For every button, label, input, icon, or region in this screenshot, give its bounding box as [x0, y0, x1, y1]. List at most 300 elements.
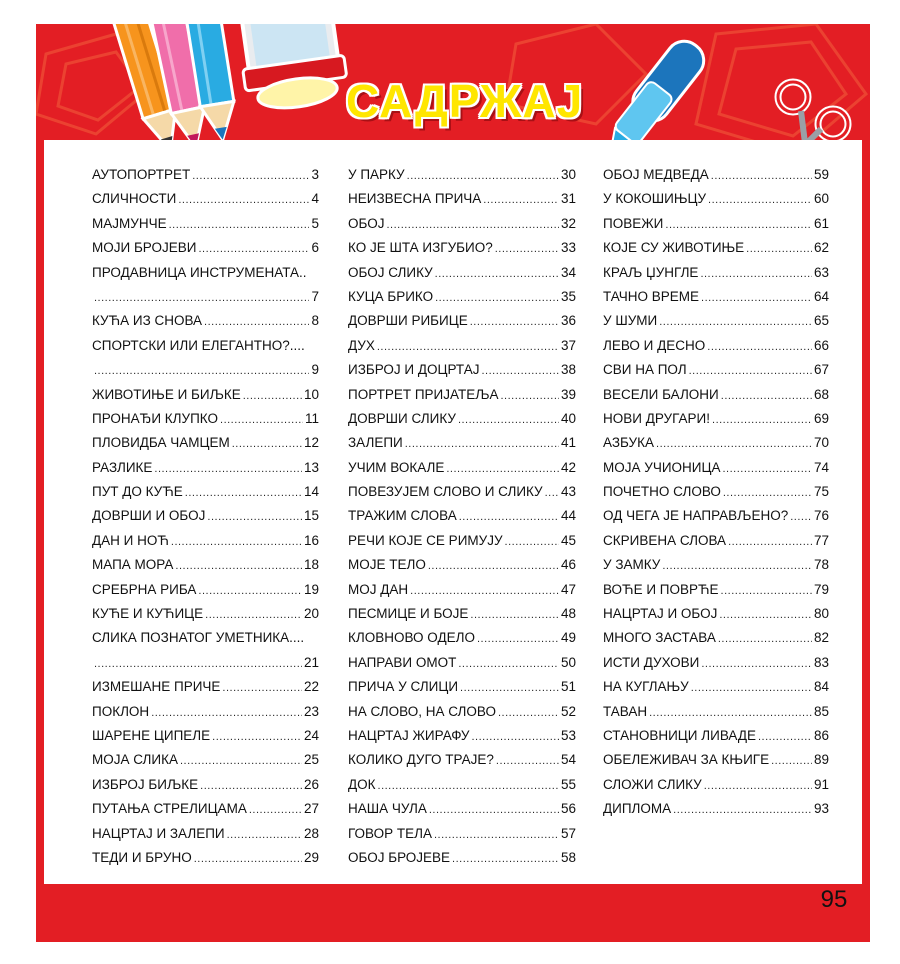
toc-leader-dots: [154, 456, 302, 481]
toc-leader-dots: [470, 602, 559, 627]
toc-entry: [348, 724, 576, 748]
toc-entry: [92, 700, 319, 724]
toc-leader-dots: [94, 285, 309, 310]
toc-entry: [603, 626, 829, 650]
toc-entry: [348, 651, 576, 675]
toc-column-1: [92, 163, 319, 870]
toc-leader-dots: [185, 480, 302, 505]
toc-entry-page: 82: [813, 630, 829, 646]
toc-entry-page: 20: [303, 606, 319, 622]
toc-entry-page: 26: [303, 776, 319, 792]
toc-entry: [348, 675, 576, 699]
toc-leader-dots: [386, 212, 559, 237]
toc-entry-page: 65: [813, 313, 829, 329]
toc-entry: [603, 334, 829, 358]
toc-entry-title: НА СЛОВО, НА СЛОВО: [348, 703, 496, 719]
toc-leader-dots: [180, 748, 302, 773]
toc-leader-dots: [728, 529, 812, 554]
toc-entry-title: СЛИЧНОСТИ: [92, 191, 177, 207]
toc-leader-dots: [435, 285, 559, 310]
toc-entry-page: 12: [303, 435, 319, 451]
toc-entry: [92, 261, 319, 285]
toc-entry-title: ПРОНАЂИ КЛУПКО: [92, 410, 219, 426]
toc-entry-title: ПОВЕЖИ: [603, 215, 664, 231]
toc-leader-dots: [501, 383, 559, 408]
toc-entry-page: 19: [303, 581, 319, 597]
toc-entry: [92, 626, 319, 650]
toc-entry-page: 40: [560, 410, 576, 426]
toc-entry: [603, 431, 829, 455]
toc-leader-dots: [472, 724, 559, 749]
toc-entry: [348, 748, 576, 772]
toc-entry-page: 78: [813, 557, 829, 573]
toc-entry-title: ОБОЈ СЛИКУ: [348, 264, 433, 280]
toc-entry-title: ЗАЛЕПИ: [348, 435, 403, 451]
toc-entry-title: ПОЧЕТНО СЛОВО: [603, 484, 721, 500]
toc-leader-dots: [498, 700, 559, 725]
toc-entry-page: 29: [303, 849, 319, 865]
toc-entry-title: МОЈЕ ТЕЛО: [348, 557, 426, 573]
toc-entry: [603, 285, 829, 309]
toc-leader-dots: [94, 358, 309, 383]
toc-leader-dots: [207, 504, 302, 529]
toc-entry-page: 31: [560, 191, 576, 207]
toc-entry-page: 35: [560, 288, 576, 304]
toc-entry-title: КО ЈЕ ШТА ИЗГУБИО?: [348, 240, 493, 256]
toc-entry-title: ПЕСМИЦЕ И БОЈЕ: [348, 606, 469, 622]
toc-leader-dots: [689, 358, 812, 383]
toc-entry-title: КОЈЕ СУ ЖИВОТИЊЕ: [603, 240, 745, 256]
toc-leader-dots: [496, 748, 559, 773]
toc-entry-title: ЖИВОТИЊЕ И БИЉКЕ: [92, 386, 241, 402]
toc-entry: [348, 480, 576, 504]
toc-entry-page: 36: [560, 313, 576, 329]
toc-entry-page: 67: [813, 362, 829, 378]
toc-entry: [603, 797, 829, 821]
toc-leader-dots: [721, 578, 812, 603]
toc-entry: [348, 212, 576, 236]
toc-entry: [92, 846, 319, 870]
toc-entry: [92, 309, 319, 333]
toc-entry-page: 7: [311, 288, 319, 304]
toc-leader-dots: [198, 578, 302, 603]
toc-entry-page: 85: [813, 703, 829, 719]
toc-entry-title: УЧИМ ВОКАЛЕ: [348, 459, 445, 475]
toc-entry-page: 64: [813, 288, 829, 304]
toc-entry: [348, 773, 576, 797]
toc-entry-title: МОЈА УЧИОНИЦА: [603, 459, 721, 475]
toc-leader-dots: [458, 651, 559, 676]
scissors-icon: [778, 82, 848, 146]
glue-stick-icon: [234, 24, 350, 114]
toc-entry-title: ОБОЈ БРОЈЕВЕ: [348, 849, 451, 865]
toc-entry: [348, 626, 576, 650]
toc-entry-page: 77: [813, 532, 829, 548]
toc-entry-title: ШАРЕНЕ ЦИПЕЛЕ: [92, 727, 211, 743]
toc-entry-page: 13: [303, 459, 319, 475]
toc-entry: [92, 407, 319, 431]
toc-entry-title: МОЈА СЛИКА: [92, 752, 178, 768]
toc-entry-title: РЕЧИ КОЈЕ СЕ РИМУЈУ: [348, 532, 503, 548]
toc-leader-dots: [410, 578, 559, 603]
toc-entry-title: АУТОПОРТРЕТ: [92, 167, 191, 182]
toc-entry-title: ПЛОВИДБА ЧАМЦЕМ: [92, 435, 230, 451]
toc-leader-dots: [704, 773, 812, 798]
toc-entry-title: МОЈ ДАН: [348, 581, 409, 597]
toc-entry-title: ДОК: [348, 776, 376, 792]
toc-leader-dots: [452, 846, 559, 871]
toc-entry-page: 8: [311, 313, 319, 329]
toc-entry-page: 79: [813, 581, 829, 597]
toc-entry-page: 61: [813, 215, 829, 231]
toc-leader-dots: [691, 675, 812, 700]
toc-leader-dots: [483, 187, 559, 212]
toc-entry-page: 11: [304, 410, 319, 426]
toc-entry: [92, 212, 319, 236]
toc-entry: [92, 822, 319, 846]
toc-entry: [603, 212, 829, 236]
toc-entry: [92, 431, 319, 455]
toc-entry-page: 42: [560, 459, 576, 475]
toc-entry-page: 33: [560, 240, 576, 256]
toc-entry-title: ПОВЕЗУЈЕМ СЛОВО И СЛИКУ: [348, 484, 543, 500]
toc-entry-page: 54: [560, 752, 576, 768]
toc-entry: [348, 334, 576, 358]
toc-entry: [92, 773, 319, 797]
toc-entry-title: ДОВРШИ И ОБОЈ: [92, 508, 206, 524]
toc-leader-dots: [460, 675, 559, 700]
toc-entry-page: 80: [813, 606, 829, 622]
toc-entry-page: 5: [311, 215, 319, 231]
toc-entry: [92, 285, 319, 309]
toc-entry: [348, 309, 576, 333]
toc-entry: [603, 163, 829, 187]
toc-entry: [348, 822, 576, 846]
toc-leader-dots: [200, 773, 302, 798]
toc-entry-title: НЕИЗВЕСНА ПРИЧА: [348, 191, 482, 207]
page-number: 95: [820, 886, 848, 913]
toc-entry: [348, 602, 576, 626]
toc-entry-title: ИЗБРОЈ БИЉКЕ: [92, 776, 199, 792]
toc-entry-page: 41: [560, 435, 576, 451]
toc-entry-page: 15: [303, 508, 319, 524]
toc-entry: [348, 529, 576, 553]
toc-entry: [348, 846, 576, 870]
toc-entry-title: МНОГО ЗАСТАВА: [603, 630, 716, 646]
toc-column-2: [348, 163, 576, 870]
toc-entry: [92, 553, 319, 577]
toc-leader-dots: [649, 700, 812, 725]
toc-leader-dots: [151, 700, 302, 725]
toc-entry-page: 48: [560, 606, 576, 622]
toc-entry-page: 27: [303, 801, 319, 817]
toc-entry-page: 21: [303, 654, 319, 670]
toc-entry-title: ПОКЛОН: [92, 703, 150, 719]
toc-entry: [348, 358, 576, 382]
toc-entry-title: СЛОЖИ СЛИКУ: [603, 776, 702, 792]
toc-entry-title: СВИ НА ПОЛ: [603, 362, 687, 378]
toc-entry-page: 49: [560, 630, 576, 646]
toc-leader-dots: [458, 407, 559, 432]
toc-leader-dots: [194, 846, 302, 871]
toc-entry: [348, 504, 576, 528]
toc-entry-page: 60: [813, 191, 829, 207]
toc-entry-title: ДОВРШИ СЛИКУ: [348, 410, 456, 426]
toc-entry: [603, 700, 829, 724]
toc-entry: [603, 261, 829, 285]
toc-entry-page: 86: [813, 727, 829, 743]
toc-entry: [92, 797, 319, 821]
toc-leader-dots: [169, 212, 310, 237]
toc-leader-dots: [701, 651, 812, 676]
toc-entry-title: КРАЉ ЏУНГЛЕ: [603, 264, 699, 280]
toc-entry: [92, 334, 319, 358]
toc-leader-dots: [505, 529, 559, 554]
toc-leader-dots: [665, 212, 812, 237]
toc-leader-dots: [220, 407, 303, 432]
toc-leader-dots: [243, 383, 302, 408]
toc-leader-dots: [171, 529, 302, 554]
toc-entry: [348, 578, 576, 602]
toc-leader-dots: [428, 553, 559, 578]
toc-entry-title: СЛИКА ПОЗНАТОГ УМЕТНИКА....: [92, 630, 305, 646]
toc-leader-dots: [232, 431, 302, 456]
toc-entry-title: НОВИ ДРУГАРИ!: [603, 410, 711, 426]
toc-entry: [348, 407, 576, 431]
toc-leader-dots: [771, 748, 812, 773]
toc-leader-dots: [545, 480, 559, 505]
toc-leader-dots: [719, 602, 812, 627]
toc-leader-dots: [249, 797, 302, 822]
toc-entry-title: ОБОЈ МЕДВЕДА: [603, 167, 709, 182]
toc-leader-dots: [712, 407, 812, 432]
toc-entry-title: ВЕСЕЛИ БАЛОНИ: [603, 386, 719, 402]
toc-entry-title: КУЋЕ И КУЋИЦЕ: [92, 606, 204, 622]
toc-leader-dots: [378, 773, 559, 798]
toc-entry: [92, 480, 319, 504]
toc-entry: [348, 163, 576, 187]
toc-leader-dots: [470, 309, 559, 334]
toc-entry-title: У ПАРКУ: [348, 167, 405, 182]
toc-entry: [603, 773, 829, 797]
toc-leader-dots: [722, 456, 811, 481]
toc-entry: [603, 358, 829, 382]
toc-entry: [348, 797, 576, 821]
pen-icon: [595, 34, 711, 146]
toc-leader-dots: [192, 163, 309, 188]
toc-entry-title: АЗБУКА: [603, 435, 655, 451]
toc-entry: [348, 431, 576, 455]
toc-entry-page: 83: [813, 654, 829, 670]
toc-entry: [92, 724, 319, 748]
toc-entry: [92, 578, 319, 602]
toc-entry: [603, 236, 829, 260]
toc-entry-page: 89: [813, 752, 829, 768]
toc-entry: [603, 407, 829, 431]
page-title: САДРЖАЈ: [346, 75, 584, 127]
toc-leader-dots: [700, 261, 812, 286]
toc-entry-title: НА КУГЛАЊУ: [603, 679, 689, 695]
toc-entry-title: МОЈИ БРОЈЕВИ: [92, 240, 197, 256]
toc-leader-dots: [198, 236, 309, 261]
toc-entry-title: ТЕДИ И БРУНО: [92, 849, 192, 865]
toc-entry: [348, 261, 576, 285]
toc-entry-page: 34: [560, 264, 576, 280]
toc-leader-dots: [405, 431, 559, 456]
toc-entry-page: 3: [311, 167, 319, 182]
toc-entry-title: ДОВРШИ РИБИЦЕ: [348, 313, 468, 329]
toc-entry-page: 37: [560, 337, 576, 353]
toc-entry-page: 69: [813, 410, 829, 426]
toc-entry-page: 52: [560, 703, 576, 719]
toc-entry: [92, 529, 319, 553]
toc-leader-dots: [477, 626, 559, 651]
toc-entry: [348, 383, 576, 407]
toc-leader-dots: [721, 383, 812, 408]
toc-leader-dots: [758, 724, 812, 749]
toc-leader-dots: [701, 285, 812, 310]
toc-entry-title: ИСТИ ДУХОВИ: [603, 654, 700, 670]
toc-leader-dots: [94, 651, 302, 676]
toc-entry-title: ГОВОР ТЕЛА: [348, 825, 432, 841]
toc-entry-title: РАЗЛИКЕ: [92, 459, 153, 475]
toc-entry-page: 75: [813, 484, 829, 500]
toc-leader-dots: [227, 822, 302, 847]
toc-entry: [92, 504, 319, 528]
toc-entry: [603, 383, 829, 407]
toc-entry-title: ТАЧНО ВРЕМЕ: [603, 288, 700, 304]
toc-entry-title: ПРОДАВНИЦА ИНСТРУМЕНАТА..: [92, 264, 307, 280]
toc-entry-title: ИЗМЕШАНЕ ПРИЧЕ: [92, 679, 221, 695]
toc-entry-page: 56: [560, 801, 576, 817]
toc-entry-page: 66: [813, 337, 829, 353]
toc-entry: [92, 383, 319, 407]
toc-entry-page: 93: [813, 801, 829, 817]
toc-entry-title: ПРИЧА У СЛИЦИ: [348, 679, 459, 695]
toc-column-3: [603, 163, 829, 822]
toc-leader-dots: [659, 309, 812, 334]
toc-leader-dots: [222, 675, 302, 700]
toc-entry: [92, 456, 319, 480]
toc-entry-page: 84: [813, 679, 829, 695]
toc-entry-page: 14: [303, 484, 319, 500]
toc-entry-title: ТРАЖИМ СЛОВА: [348, 508, 457, 524]
toc-entry: [92, 236, 319, 260]
toc-entry-title: У КОКОШИЊЦУ: [603, 191, 707, 207]
toc-entry-title: ОБОЈ: [348, 215, 385, 231]
toc-entry-title: ОД ЧЕГА ЈЕ НАПРАВЉЕНО?: [603, 508, 789, 524]
toc-entry-page: 50: [560, 654, 576, 670]
toc-entry: [348, 236, 576, 260]
toc-entry: [92, 675, 319, 699]
toc-entry: [348, 187, 576, 211]
toc-entry-page: 59: [813, 167, 829, 182]
toc-entry: [92, 651, 319, 675]
toc-entry-page: 91: [813, 776, 829, 792]
toc-entry-page: 46: [560, 557, 576, 573]
toc-leader-dots: [204, 309, 309, 334]
toc-entry-page: 76: [813, 508, 829, 524]
toc-entry-title: НАЦРТАЈ И ОБОЈ: [603, 606, 718, 622]
toc-entry: [92, 187, 319, 211]
toc-leader-dots: [377, 334, 559, 359]
toc-entry-title: МАПА МОРА: [92, 557, 174, 573]
toc-entry-page: 38: [560, 362, 576, 378]
toc-leader-dots: [178, 187, 309, 212]
toc-entry: [603, 529, 829, 553]
toc-entry: [603, 504, 829, 528]
toc-leader-dots: [662, 553, 812, 578]
toc-leader-dots: [446, 456, 559, 481]
toc-entry-page: 9: [311, 362, 319, 378]
toc-entry: [92, 358, 319, 382]
toc-entry-title: СТАНОВНИЦИ ЛИВАДЕ: [603, 727, 756, 743]
toc-leader-dots: [175, 553, 302, 578]
toc-entry-page: 62: [813, 240, 829, 256]
toc-entry: [603, 651, 829, 675]
toc-entry-page: 43: [560, 484, 576, 500]
toc-entry-page: 32: [560, 215, 576, 231]
toc-entry-page: 57: [560, 825, 576, 841]
toc-entry-page: 63: [813, 264, 829, 280]
toc-entry-page: 68: [813, 386, 829, 402]
toc-entry-page: 47: [560, 581, 576, 597]
toc-entry-page: 24: [303, 727, 319, 743]
toc-entry-page: 39: [560, 386, 576, 402]
toc-entry-page: 23: [303, 703, 319, 719]
toc-entry-page: 55: [560, 776, 576, 792]
toc-entry-title: СКРИВЕНА СЛОВА: [603, 532, 727, 548]
toc-entry-title: МАЈМУНЧЕ: [92, 215, 167, 231]
toc-entry-page: 44: [560, 508, 576, 524]
toc-entry-title: ДИПЛОМА: [603, 801, 672, 817]
toc-entry-title: СРЕБРНА РИБА: [92, 581, 197, 597]
toc-entry: [92, 602, 319, 626]
toc-leader-dots: [708, 187, 812, 212]
toc-entry-page: 16: [303, 532, 319, 548]
toc-leader-dots: [723, 480, 812, 505]
toc-entry-page: 51: [560, 679, 576, 695]
toc-entry-title: У ЗАМКУ: [603, 557, 661, 573]
toc-entry: [603, 578, 829, 602]
toc-entry: [603, 724, 829, 748]
toc-entry-page: 28: [303, 825, 319, 841]
toc-leader-dots: [212, 724, 302, 749]
toc-entry-title: ВОЋЕ И ПОВРЋЕ: [603, 581, 719, 597]
toc-entry: [348, 700, 576, 724]
toc-entry-title: КЛОВНОВО ОДЕЛО: [348, 630, 475, 646]
toc-leader-dots: [746, 236, 812, 261]
toc-entry-page: 30: [560, 167, 576, 182]
toc-entry-title: ПУТАЊА СТРЕЛИЦАМА: [92, 801, 247, 817]
toc-entry-title: ПУТ ДО КУЋЕ: [92, 484, 183, 500]
toc-leader-dots: [711, 163, 812, 188]
toc-entry: [603, 187, 829, 211]
toc-entry-title: КУЋА ИЗ СНОВА: [92, 313, 203, 329]
toc-leader-dots: [790, 504, 812, 529]
toc-entry-page: 70: [813, 435, 829, 451]
toc-leader-dots: [435, 261, 559, 286]
toc-entry-title: КУЦА БРИКО: [348, 288, 434, 304]
toc-entry: [348, 285, 576, 309]
toc-entry-title: СПОРТСКИ ИЛИ ЕЛЕГАНТНО?....: [92, 337, 305, 353]
toc-entry-title: ЛЕВО И ДЕСНО: [603, 337, 706, 353]
toc-entry-page: 18: [303, 557, 319, 573]
toc-entry-page: 22: [303, 679, 319, 695]
toc-entry-title: НАЦРТАЈ И ЗАЛЕПИ: [92, 825, 225, 841]
toc-entry-title: ОБЕЛЕЖИВАЧ ЗА КЊИГЕ: [603, 752, 770, 768]
toc-leader-dots: [707, 334, 812, 359]
